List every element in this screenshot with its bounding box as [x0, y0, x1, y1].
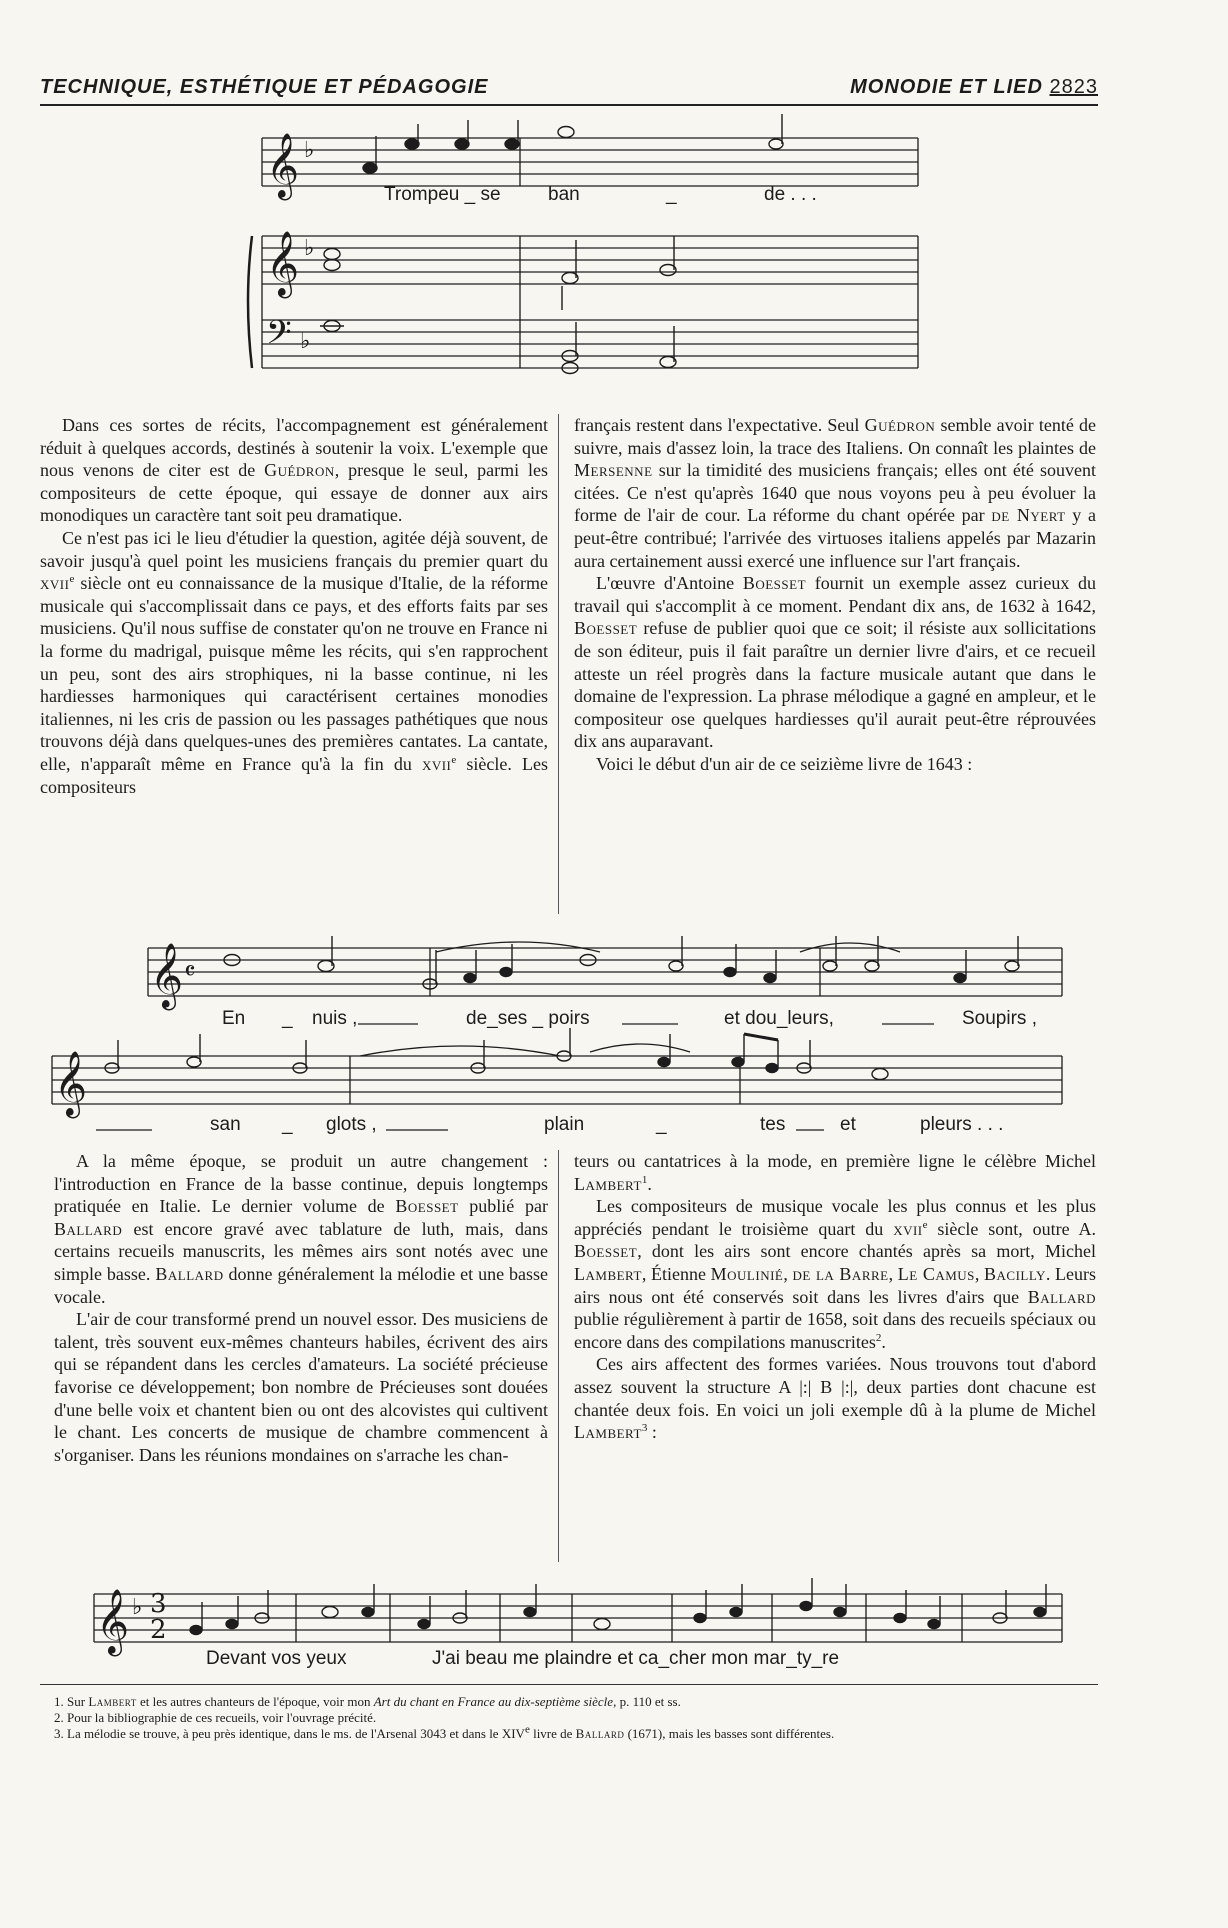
text: L'air de cour transformé prend un nouvel essor. Des musiciens de talent, très souvent eux-mêmes chanteurs habiles, écrivent des airs qui se répandent dans les cercles d'amateurs. La société précieuse favorise ce développement; bon nombre de Précieuses sont douées d'une belle voix et chantent bien ou ont des alcovistes qui cultivent le chant. Les concerts de musique de chambre commencent à s'organiser. Dans les réunions mondaines on s'arrache les chan- [54, 1309, 548, 1465]
footnote-ref: 3 [641, 1422, 648, 1435]
text: teurs ou cantatrices à la mode, en première ligne le célèbre Michel [574, 1151, 1096, 1171]
notes-voice [363, 114, 783, 173]
composer-name: Mersenne [574, 460, 653, 481]
lyric: _ [282, 1114, 293, 1135]
text: est encore gravé avec tablature de luth, mais, dans certains recueils manuscrits, les mêmes airs sont notés avec une simple basse. [54, 1218, 549, 1284]
lyric: tes [760, 1114, 786, 1135]
lyric: glots , [326, 1114, 377, 1135]
composer-name: de Nyert [991, 505, 1066, 526]
text: publié par [469, 1196, 548, 1217]
text: donne généralement la mélodie et une basse vocale. [54, 1263, 548, 1307]
text: Leurs airs nous ont été conservés soit dans les livres d'airs que [574, 1263, 1097, 1307]
notes-keyboard [320, 236, 676, 374]
text: semble avoir tenté de suivre, mais d'assez loin, la trace des Italiens. On connaît les plaintes de [574, 415, 1097, 458]
composer-name: Boesset [395, 1196, 459, 1217]
lyric: J'ai beau me plaindre et ca_cher mon mar_ty_re [432, 1648, 840, 1669]
text: A la même époque, se produit un autre changement : l'introduction en France de la basse continue, depuis longtemps pratiquée en Italie. Le dernier volume de [54, 1151, 548, 1217]
lyric: En [222, 1008, 246, 1029]
lyric: Trompeu _ se [384, 184, 501, 205]
text: refuse de publier quoi que ce soit; il résiste aux sollicitations de son éditeur, puis il fait paraître un dernier livre d'airs, et ce recueil atteste un réel progrès dans la facture musicale autant que dans le domaine de l'expression. La phrase mélodique a gagné en ampleur, et le compositeur ose quelques hardiesses qu'il aurait peut-être réprouvées dix ans auparavant. [574, 618, 1097, 752]
lyric: Devant vos yeux [206, 1648, 347, 1669]
treble-clef-icon: 𝄞 [96, 1589, 130, 1654]
flat-icon: ♭ [300, 329, 311, 354]
text: Ce n'est pas ici le lieu d'étudier la question, agitée déjà souvent, de savoir jusqu'à quel point les musiciens français du premier quart du [40, 527, 548, 571]
text-column-2: français restent dans l'expectative. Seul Guédron semble avoir tenté de suivre, mais d'assez loin, la trace des Italiens. On connaît les plaintes de Mersenne sur la timidité des musiciens français; elles ont été souvent citées. Ce n'est qu'après 1640 que nous voyons peu à peu évoluer la forme de l'air de cour. La réforme du chant opérée par de Nyert y a peut-être contribué; l'arrivée des virtuoses italiens appelés par Mazarin aura certainement aussi exercé une influence sur l'art français. L'œuvre d'Antoine Boesset fournit un exemple assez curieux du travail qui s'accomplit à ce moment. Pendant dix ans, de 1632 à 1642, Boesset refuse de publier quoi que ce soit; il résiste aux sollicitations de son éditeur, puis il fait paraître un dernier livre d'airs, et ce recueil atteste un réel progrès dans la facture musicale autant que dans le domaine de l'expression. La phrase mélodique a gagné en ampleur, et le compositeur ose quelques hardiesses qu'il aurait peut-être réprouvées dix ans auparavant. Voici le début d'un air de ce seizième livre de 1643 : [574, 415, 1097, 774]
century-numeral: xvii [40, 573, 70, 594]
lyric: ban [548, 184, 580, 205]
treble-clef-icon: 𝄞 [266, 133, 300, 198]
text-column-4: teurs ou cantatrices à la mode, en première ligne le célèbre Michel Lambert$^1$. Les compositeurs de musique vocale les plus connus et les plus appréciés pendant le troisième quart du xvii$^e$ siècle sont, outre A. Boesset, dont les airs sont encore chantés après sa mort, Michel Lambert, Étienne Moulinié, de la Barre, Le Camus, Bacilly. Leurs airs nous ont été conservés soit dans les livres d'airs que Ballard publie régulièrement à partir de 1658, soit dans des recueils spéciaux ou encore dans des compilations manuscrites$^2$. Ces airs affectent des formes variées. Nous trouvons tout d'abord assez souvent la structure A |:| B |:|, deux parties dont chacune est chantée deux fois. En voici un joli exemple dû à la plume de Michel Lambert$^3$ : [574, 1151, 1097, 1443]
flat-icon: ♭ [304, 138, 315, 163]
composer-name: Boesset [742, 573, 807, 594]
lyric: plain [544, 1114, 585, 1135]
text-column-3: A la même époque, se produit un autre changement : l'introduction en France de la basse continue, depuis longtemps pratiquée en Italie. Le dernier volume de Boesset publié par Ballard est encore gravé avec tablature de luth, mais, dans certains recueils manuscrits, les mêmes airs sont notés avec une simple basse. Ballard donne généralement la mélodie et une basse vocale. L'air de cour transformé prend un nouvel essor. Des musiciens de talent, très souvent eux-mêmes chanteurs habiles, écrivent des airs qui se répandent dans les cercles d'amateurs. La société précieuse favorise ce développement; bon nombre de Précieuses sont douées d'une belle voix et chantent bien ou ont des alcovistes qui cultivent le chant. Les concerts de musique de chambre commencent à s'organiser. Dans les réunions mondaines on s'arrache les chan- [54, 1151, 549, 1465]
flat-icon: ♭ [132, 1595, 143, 1620]
header-chapter-name: MONODIE ET LIED [850, 76, 1043, 98]
superscript: e [69, 573, 75, 586]
footnotes [40, 1694, 1098, 1742]
composer-name: Lambert [574, 1173, 642, 1194]
footnote-rule [40, 1684, 1098, 1685]
text: français restent dans l'expectative. Seul [574, 415, 860, 435]
common-time-icon: 𝄴 [184, 957, 196, 987]
column-divider [558, 414, 559, 914]
column-divider [558, 1150, 559, 1562]
lyric: et dou_leurs, [724, 1008, 834, 1029]
text: siècle ont eu connaissance de la musique d'Italie, de la réforme musicale qui s'accomplissait dans ce pays, et des efforts faits par ses musiciens. Qu'il nous suffise de constater qu'on ne trouve en France ni la forme du madrigal, puisque même les récits, qui s'en rapprochent un peu, sont des airs strophiques, ni la basse continue, ni les hardiesses harmoniques qui caractérisent certaines monodies italiennes, ni les cris de passion ou les passages pathétiques que nous trouvons déjà dans quelques-unes des premières cantates. La cantate, elle, n'apparaît même en France qu'à la fin du [40, 573, 549, 774]
footnote-2: 2. Pour la bibliographie de ces recueils, voir l'ouvrage précité. [54, 1710, 377, 1725]
text: , presque le seul, parmi les compositeurs de cette époque, qui essaye de donner aux airs monodiques un caractère tant soit peu dramatique. [40, 460, 548, 526]
lyric: Soupirs , [962, 1008, 1037, 1029]
bass-clef-icon: 𝄢 [266, 314, 292, 360]
text: Les compositeurs de musique vocale les plus connus et les plus appréciés pendant le troisième quart du [574, 1196, 1096, 1239]
lyric: de . . . [764, 184, 817, 205]
text: Dans ces sortes de récits, l'accompagnement est généralement réduit à quelques accords, destinés à soutenir la voix. L'exemple que nous venons de citer est de [40, 415, 548, 481]
text: , dont les airs sont encore chantés après sa mort, Michel [637, 1241, 1096, 1262]
composer-name: de la Barre [792, 1263, 889, 1284]
footnote-ref: 1 [641, 1173, 648, 1186]
text-column-1: Dans ces sortes de récits, l'accompagnement est généralement réduit à quelques accords, destinés à soutenir la voix. L'exemple que nous venons de citer est de Guédron, presque le seul, parmi les compositeurs de cette époque, qui essaye de donner aux airs monodiques un caractère tant soit peu dramatique. Ce n'est pas ici le lieu d'étudier la question, agitée déjà souvent, de savoir jusqu'à quel point les musiciens français du premier quart du xvii$^e$ siècle ont eu connaissance de la musique d'Italie, de la réforme musicale qui s'accomplissait dans ce pays, et des efforts faits par ses musiciens. Qu'il nous suffise de constater qu'on ne trouve en France ni la forme du madrigal, puisque même les récits, qui s'en rapprochent un peu, sont des airs strophiques, ni la basse continue, ni les hardiesses harmoniques qui caractérisent certaines monodies italiennes, ni les cris de passion ou les passages pathétiques que nous trouvons déjà dans quelques-unes des premières cantates. La cantate, elle, n'apparaît même en France qu'à la fin du xvii$^e$ siècle. Les compositeurs [40, 415, 549, 797]
publisher-name: Ballard [54, 1218, 123, 1239]
text: , Étienne [641, 1263, 706, 1284]
text: publie régulièrement à partir de 1658, soit dans des recueils spéciaux ou encore dans des compilations manuscrites [574, 1309, 1096, 1352]
footnote-ref: 2 [875, 1331, 882, 1344]
treble-clef-icon: 𝄞 [54, 1051, 88, 1116]
time-signature: 2 [150, 1615, 167, 1645]
flat-icon: ♭ [304, 236, 315, 261]
text: L'œuvre d'Antoine [596, 573, 735, 594]
text: y a peut-être contribué; l'arrivée des virtuoses italiens appelés par Mazarin aura certainement aussi exercé une influence sur l'art français. [574, 505, 1096, 571]
composer-name: Moulinié [710, 1263, 784, 1284]
composer-name: Le Camus [897, 1263, 975, 1284]
text: sur la timidité des musiciens français; elles ont été souvent citées. Ce n'est qu'après 1640 que nous voyons peu à peu évoluer la forme de l'air de cour. La réforme du chant opérée par [574, 460, 1097, 526]
text: Voici le début d'un air de ce seizième livre de 1643 : [596, 753, 973, 774]
lyric: de_ses _ poirs [466, 1008, 590, 1029]
text: siècle. Les compositeurs [40, 753, 548, 797]
footnote-1: 1. Sur Lambert et les autres chanteurs de l'époque, voir mon Art du chant en France au dix-septième siècle, p. 110 et ss. [54, 1694, 681, 1709]
treble-clef-icon: 𝄞 [266, 231, 300, 296]
header-section-title: TECHNIQUE, ESTHÉTIQUE ET PÉDAGOGIE [40, 76, 489, 98]
lyric: et [840, 1114, 856, 1135]
book-title: Art du chant en France au dix-septième siècle [373, 1694, 614, 1709]
text: fournit un exemple assez curieux du travail qui s'accomplit à ce moment. Pendant dix ans, de 1632 à 1642, [574, 573, 1097, 616]
page-number: 2823 [1049, 76, 1098, 98]
lyric: nuis , [312, 1008, 358, 1029]
lyric: _ [666, 184, 677, 205]
treble-clef-icon: 𝄞 [150, 943, 184, 1008]
composer-name: Guédron [864, 415, 936, 435]
composer-name: Guédron [264, 460, 335, 481]
text: siècle sont, outre A. [937, 1218, 1097, 1239]
text: Ces airs affectent des formes variées. Nous trouvons tout d'abord assez souvent la structure A |:| B |:|, deux parties dont chacune est chantée deux fois. En voici un joli exemple dû à la plume de Michel [574, 1354, 1096, 1420]
lyric: pleurs . . . [920, 1114, 1004, 1135]
footnote-3: 3. La mélodie se trouve, à peu près identique, dans le ms. de l'Arsenal 3043 et dans le XIVe livre de Ballard (1671), mais les basses sont différentes. [54, 1723, 835, 1741]
lyric: _ [282, 1008, 293, 1029]
composer-name: Bacilly [984, 1263, 1046, 1284]
time-signature: 3 [150, 1589, 167, 1619]
lyric: _ [656, 1114, 667, 1135]
lyric: san [210, 1114, 241, 1135]
